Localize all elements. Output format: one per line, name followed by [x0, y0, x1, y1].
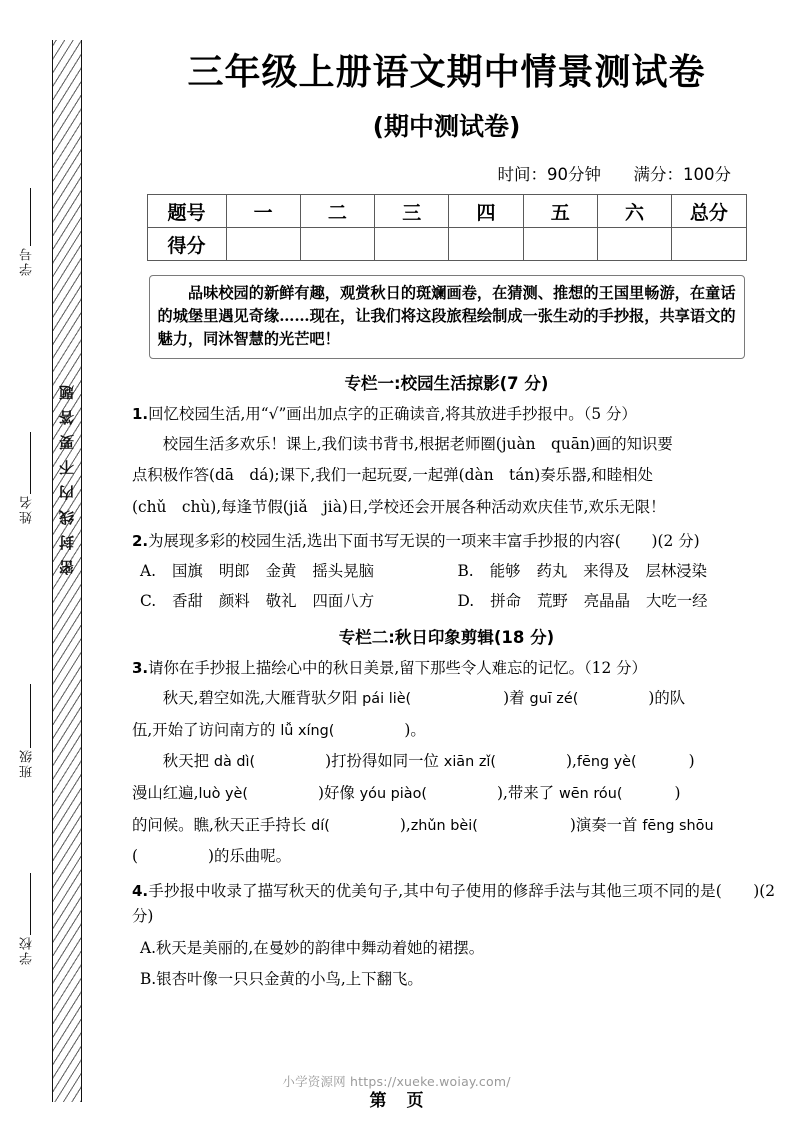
score-table-col-1: 一 [226, 195, 300, 228]
table-row [147, 228, 746, 261]
exam-total-label: 满分：100分 [633, 165, 731, 185]
question-1-passage-line-1: 校园生活多欢乐！课上,我们读书背书,根据老师圈(juàn quān)画的知识要 [162, 434, 673, 453]
question-2-option-d-word-4: 大吃一经 [645, 591, 708, 610]
score-table-col-5: 五 [523, 195, 597, 228]
page-footer-suffix: 页 [406, 1091, 424, 1111]
q3-text-2b: )。 [404, 720, 426, 739]
question-4-option-b[interactable] [140, 967, 775, 992]
question-4-option-a[interactable] [140, 936, 775, 961]
question-3-fill-line-6 [132, 843, 775, 870]
score-cell-4[interactable] [449, 228, 523, 261]
q3-text-4c: ),带来了 [497, 784, 559, 803]
exam-time-label: 时间：90分钟 [497, 165, 601, 185]
q3-pinyin-lv-xing: lǚ xíng( [280, 722, 335, 739]
q3-text-4a: 漫山红遍, [132, 784, 199, 803]
exam-paper-body [118, 0, 793, 1122]
question-2-option-c-word-3: 敬礼 [265, 591, 297, 610]
q3-text-1c: )的队 [648, 689, 686, 708]
q3-text-2a: 伍,开始了访问南方的 [132, 720, 281, 739]
question-3-fill-line-5 [132, 812, 775, 840]
question-2-option-b-word-3: 来得及 [583, 561, 630, 580]
q3-text-3a: 秋天把 [162, 752, 214, 771]
question-2-option-a-word-1: 国旗 [172, 561, 203, 580]
q3-text-3b: )打扮得如同一位 [325, 752, 444, 771]
question-2-option-a[interactable] [140, 559, 458, 584]
section-heading-2: 专栏二:秋日印象剪辑(18 分) [338, 628, 555, 648]
student-field-xuehao[interactable] [8, 246, 46, 396]
score-cell-1[interactable] [226, 228, 300, 261]
q3-text-5a: 的问候。瞧,秋天正手持长 [132, 815, 312, 834]
student-field-xingming-label: 姓名 [19, 494, 35, 524]
question-2-option-c[interactable] [140, 589, 458, 614]
question-2-options-row-2 [140, 589, 775, 614]
score-table-rowlabel-timu: 题号 [147, 195, 226, 228]
question-1 [132, 402, 775, 427]
score-cell-5[interactable] [523, 228, 597, 261]
page-subtitle: (期中测试卷) [372, 112, 521, 142]
question-4-option-a-text: 秋天是美丽的,在曼妙的韵律中舞动着她的裙摆。 [156, 938, 485, 957]
q3-pinyin-wen-rou: wēn róu( [559, 786, 623, 803]
student-field-xuexiao[interactable] [8, 935, 46, 1085]
question-2-option-c-word-1: 香甜 [172, 591, 203, 610]
question-2-option-c-key: C. [140, 591, 157, 610]
student-field-xuehao-rule [30, 188, 31, 246]
q3-text-6b: )的乐曲呢。 [208, 847, 291, 866]
q3-pinyin-xian-zi: xiān zǐ( [443, 754, 496, 771]
score-table-col-total: 总分 [672, 195, 746, 228]
question-2 [132, 529, 775, 554]
q3-pinyin-di: dí( [311, 817, 330, 834]
question-3-fill-line-1 [132, 685, 775, 713]
question-2-options-row-1 [140, 559, 775, 584]
question-3-fill-line-2 [132, 717, 775, 745]
question-1-stem: 回忆校园生活,用“√”画出加点字的正确读音,将其放进手抄报中。（5 分） [148, 404, 637, 423]
question-4-number: 4. [132, 881, 149, 900]
page-footer [0, 1086, 793, 1111]
site-watermark: 小学资源网 https://xueke.woiay.com/ [282, 1074, 511, 1089]
question-2-option-c-word-2: 颜料 [218, 591, 250, 610]
question-2-option-d[interactable] [458, 589, 776, 614]
student-field-xuexiao-rule [30, 873, 31, 935]
question-2-option-c-word-4: 四面八方 [312, 591, 375, 610]
question-1-passage-line-2: 点积极作答(dā dá);课下,我们一起玩耍,一起弹(dàn tán)奏乐器,和睦相处 [132, 466, 653, 485]
question-2-option-d-key: D. [457, 591, 475, 610]
table-row-header [147, 195, 746, 228]
question-2-option-b-key: B. [457, 561, 474, 580]
q3-text-5c: )演奏一首 [569, 815, 643, 834]
q3-pinyin-gui-ze: guī zé( [529, 691, 579, 708]
question-2-option-d-word-3: 亮晶晶 [583, 591, 630, 610]
student-field-banji-label: 班级 [19, 748, 35, 778]
question-3-fill-line-4: 漫山红遍,luò yè( )好像 yóu piào( ),带来了 wēn róu( ) [132, 784, 681, 803]
question-2-option-b-word-4: 层林浸染 [645, 561, 708, 580]
question-2-option-d-word-1: 拼命 [490, 591, 521, 610]
intro-box: 品味校园的新鲜有趣，观赏秋日的斑斓画卷，在猜测、推想的王国里畅游，在童话的城堡里遇见奇缘……现在，让我们将这段旅程绘制成一张生动的手抄报，共享语文的魅力，同沐智慧的光芒吧！ [149, 275, 745, 358]
student-field-banji-rule [30, 684, 31, 748]
question-1-passage-line-3: (chǔ chù),每逢节假(jiǎ jià)日,学校还会开展各种活动欢庆佳节,欢乐无限！ [132, 497, 666, 516]
score-table-col-4: 四 [449, 195, 523, 228]
q3-text-1a: 秋天,碧空如洗,大雁背驮夕阳 [162, 689, 363, 708]
student-field-xuehao-label: 学号 [19, 246, 35, 276]
page-title: 三年级上册语文期中情景测试卷 [187, 52, 706, 93]
question-2-option-a-word-4: 摇头晃脑 [312, 561, 374, 580]
question-2-option-a-key: A. [140, 561, 157, 580]
question-2-option-a-word-3: 金黄 [265, 561, 297, 580]
q3-text-4b: )好像 [317, 784, 360, 803]
question-4-option-b-key: B. [140, 970, 157, 989]
question-2-option-b[interactable] [458, 559, 776, 584]
question-4 [132, 879, 775, 929]
question-4-stem: 手抄报中收录了描写秋天的优美句子,其中句子使用的修辞手法与其他三项不同的是( )(2 分) [132, 881, 775, 925]
section-heading-1: 专栏一:校园生活掠影(7 分) [344, 373, 549, 393]
q3-pinyin-zhun-bei: zhǔn bèi( [410, 817, 478, 834]
question-4-option-b-text: 银杏叶像一只只金黄的小鸟,上下翻飞。 [156, 970, 423, 989]
question-3-stem: 请你在手抄报上描绘心中的秋日美景,留下那些令人难忘的记忆。（12 分） [148, 659, 647, 678]
score-cell-6[interactable] [597, 228, 671, 261]
question-2-option-b-word-1: 能够 [489, 561, 521, 580]
question-2-option-b-word-2: 药丸 [536, 561, 568, 580]
seal-strip [0, 0, 118, 1122]
q3-pinyin-you-piao: yóu piào( [359, 786, 428, 803]
score-cell-3[interactable] [375, 228, 449, 261]
q3-text-1b: )着 [503, 689, 530, 708]
question-3 [132, 656, 775, 681]
q3-pinyin-feng-shou: fēng shōu [642, 817, 714, 834]
question-2-option-a-word-2: 明郎 [218, 561, 250, 580]
score-table-col-3: 三 [375, 195, 449, 228]
question-2-option-d-word-2: 荒野 [536, 591, 568, 610]
q3-text-3c: ), [566, 752, 577, 771]
q3-pinyin-feng-ye: fēng yè( [576, 754, 637, 771]
score-table-rowlabel-defen: 得分 [147, 228, 226, 261]
q3-text-6a: ( [132, 847, 139, 866]
student-field-xuexiao-label: 学校 [19, 935, 35, 965]
question-1-number: 1. [132, 404, 149, 423]
question-2-stem: 为展现多彩的校园生活,选出下面书写无误的一项来丰富手抄报的内容( )(2 分) [148, 532, 700, 550]
exam-meta [118, 161, 731, 185]
score-table-col-2: 二 [300, 195, 374, 228]
q3-pinyin-da-di: dà dì( [213, 754, 256, 771]
score-table [147, 194, 747, 261]
seal-line-text: 密封线内不要答题 [58, 375, 76, 575]
q3-pinyin-luo-ye: luò yè( [198, 786, 248, 803]
question-3-number: 3. [132, 659, 149, 678]
q3-pinyin-pai-lie: pái liè( [362, 691, 412, 708]
question-4-option-a-key: A. [140, 938, 157, 957]
page-footer-prefix: 第 [369, 1091, 387, 1111]
student-field-xingming-rule [30, 432, 31, 494]
student-field-xingming[interactable] [8, 494, 46, 644]
q3-text-5b: ), [399, 815, 411, 834]
question-3-fill-line-3: 秋天把 dà dì( )打扮得如同一位 xiān zǐ( ),fēng yè( ) [162, 752, 695, 771]
score-cell-2[interactable] [300, 228, 374, 261]
question-2-number: 2. [132, 532, 149, 550]
score-table-col-6: 六 [597, 195, 671, 228]
score-cell-total[interactable] [672, 228, 746, 261]
student-field-banji[interactable] [8, 748, 46, 898]
